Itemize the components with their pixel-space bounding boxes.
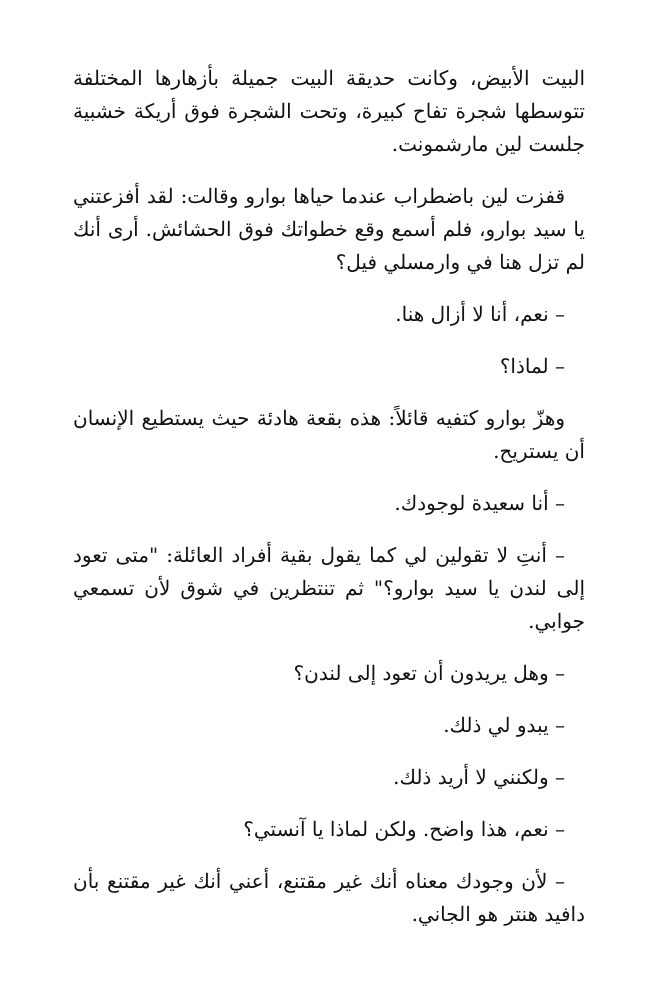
dialogue-line: – نعم، أنا لا أزال هنا. [395,302,565,326]
paragraph-garden-description: البيت الأبيض، وكانت حديقة البيت جميلة بأزهارها المختلفة تتوسطها شجرة تفاح كبيرة، وتحت الشجرة فوق أريكة خشبية جلست لين مارشمونت. [73,66,585,156]
dialogue-line: – وهل يريدون أن تعود إلى لندن؟ [293,661,565,685]
dialogue-line: – أنتِ لا تقولين لي كما يقول بقية أفراد العائلة: "متى تعود إلى لندن يا سيد بوارو؟" ثم تنتظرين في شوق لأن تسمعي جوابي. [73,543,585,633]
dialogue-line: – ولكنني لا أريد ذلك. [393,765,565,789]
dialogue-line: – لأن وجودك معناه أنك غير مقتنع، أعني أنك غير مقتنع بأن دافيد هنتر هو الجاني. [73,869,585,926]
paragraph-poirot-shrug: وهزّ بوارو كتفيه قائلاً: هذه بقعة هادئة حيث يستطيع الإنسان أن يستريح. [73,406,585,463]
dialogue-line: – أنا سعيدة لوجودك. [394,491,565,515]
paragraph-lynn-greeting: قفزت لين باضطراب عندما حياها بوارو وقالت: لقد أفزعتني يا سيد بوارو، فلم أسمع وقع خطواتك فوق الحشائش. أرى أنك لم تزل هنا في وارمسلي فيل؟ [73,184,585,274]
dialogue-line: – نعم، هذا واضح. ولكن لماذا يا آنستي؟ [243,817,565,841]
dialogue-line: – يبدو لي ذلك. [443,713,565,737]
dialogue-line: – لماذا؟ [499,354,565,378]
book-page [73,62,585,950]
